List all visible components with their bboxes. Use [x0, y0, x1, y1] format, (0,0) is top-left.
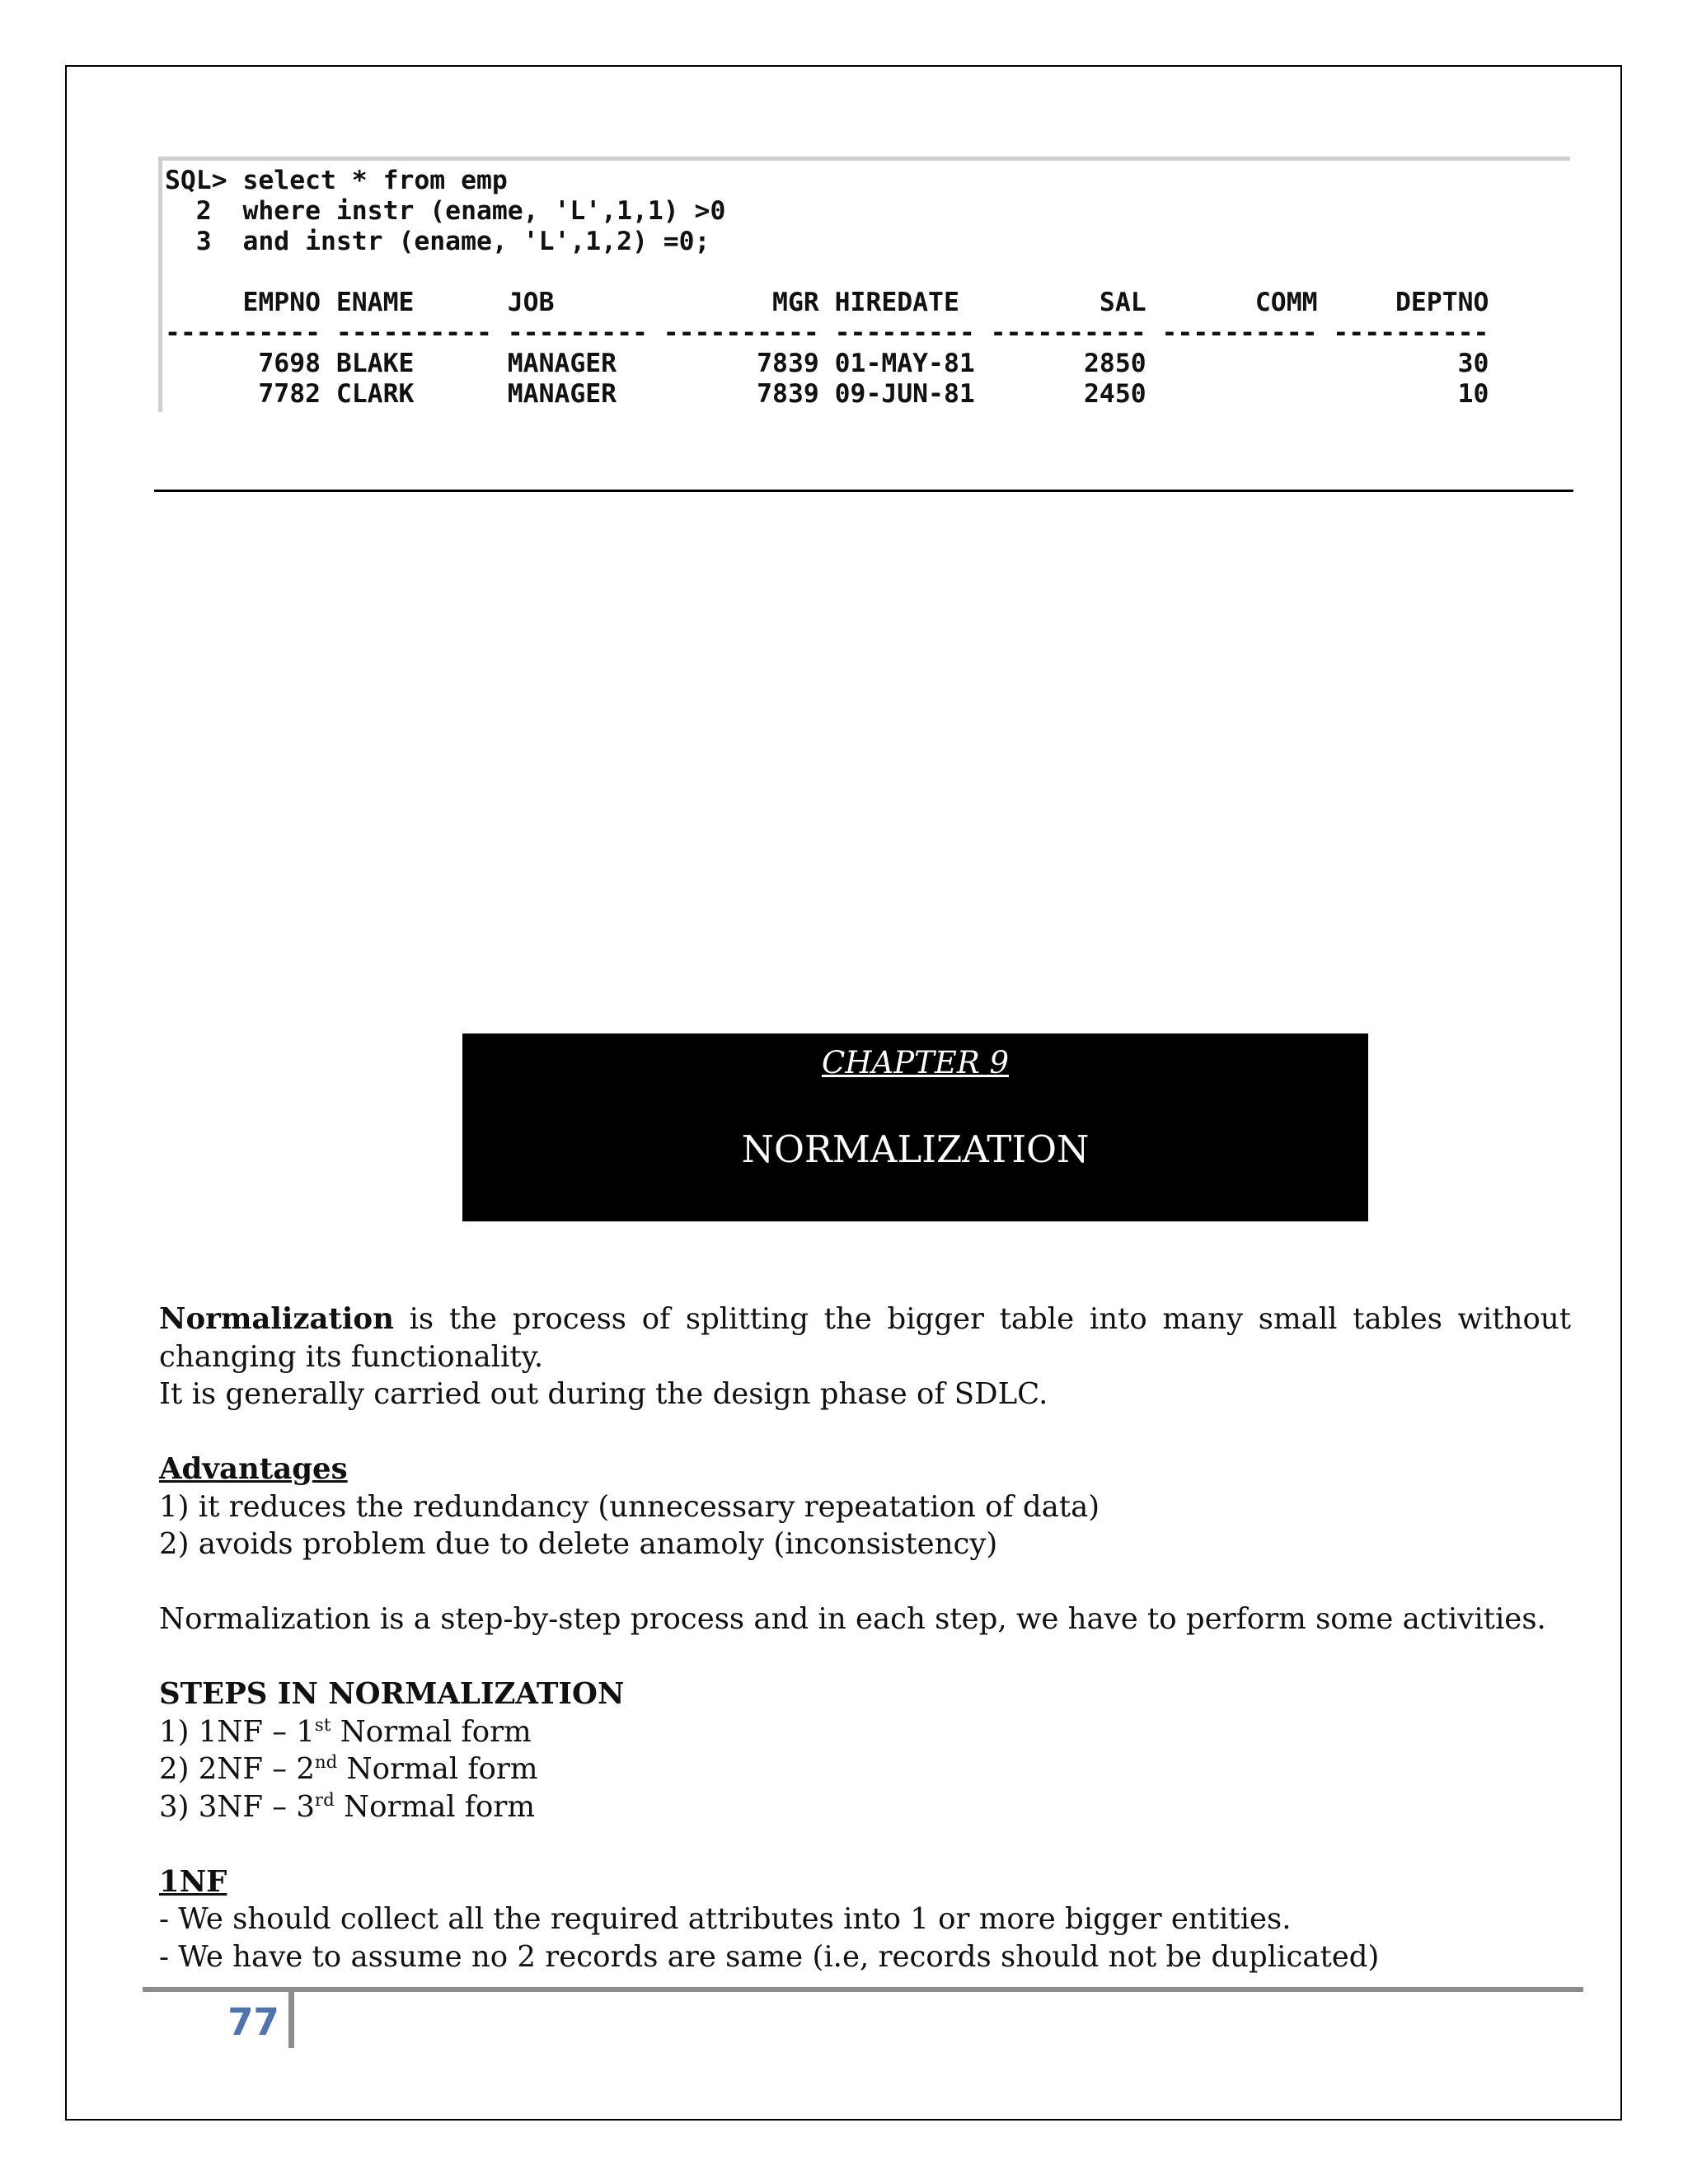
step-ordinal: rd	[314, 1789, 335, 1811]
step-item	[159, 1788, 1571, 1826]
spacer	[159, 1638, 1571, 1676]
sql-header-separator: ---------- ---------- --------- ---------- --------- ---------- ---------- ----------	[165, 318, 1489, 348]
step-ordinal: nd	[314, 1752, 338, 1774]
chapter-banner	[462, 1033, 1368, 1221]
intro-definition: is the process of splitting the bigger table into many small tables without changing its functionality.	[159, 1302, 1571, 1374]
nf1-item: - We should collect all the required attributes into 1 or more bigger entities.	[159, 1902, 1292, 1936]
sql-line-and: 3 and instr (ename, 'L',1,2) =0;	[165, 227, 710, 256]
advantage-item: 1) it reduces the redundancy (unnecessary repeatation of data)	[159, 1489, 1100, 1524]
sql-line-where: 2 where instr (ename, 'L',1,1) >0	[165, 196, 726, 226]
sql-result-row: 7698 BLAKE MANAGER 7839 01-MAY-81 2850 30	[165, 349, 1489, 378]
step-prefix: 3) 3NF – 3	[159, 1789, 315, 1824]
spacer	[159, 1563, 1571, 1601]
spacer	[159, 1825, 1571, 1863]
sql-line-prompt: SQL> select * from emp	[165, 166, 508, 195]
step-suffix: Normal form	[331, 1714, 532, 1749]
sql-line-blank	[165, 257, 1570, 288]
intro-term: Normalization	[159, 1302, 394, 1336]
step-item	[159, 1713, 1571, 1751]
chapter-label: CHAPTER 9	[821, 1045, 1010, 1080]
step-suffix: Normal form	[337, 1752, 538, 1786]
sql-result-row: 7782 CLARK MANAGER 7839 09-JUN-81 2450 10	[165, 379, 1489, 409]
chapter-body	[159, 1301, 1571, 1975]
step-ordinal: st	[314, 1714, 331, 1736]
spacer	[159, 1413, 1571, 1451]
nf1-heading: 1NF	[159, 1864, 227, 1899]
step-prefix: 1) 1NF – 1	[159, 1714, 315, 1749]
intro-paragraph	[159, 1301, 1571, 1376]
steps-heading: STEPS IN NORMALIZATION	[159, 1677, 625, 1711]
step-prefix: 2) 2NF – 2	[159, 1752, 315, 1786]
horizontal-divider	[154, 490, 1573, 492]
nf1-item: - We have to assume no 2 records are same (i.e, records should not be duplicated)	[159, 1939, 1380, 1974]
sql-column-headers: EMPNO ENAME JOB MGR HIREDATE SAL COMM DEPTNO	[165, 288, 1489, 317]
step-suffix: Normal form	[334, 1789, 536, 1824]
footer-rule	[143, 1987, 1583, 1992]
intro-line-2: It is generally carried out during the design phase of SDLC.	[159, 1377, 1048, 1411]
advantages-heading: Advantages	[159, 1452, 348, 1486]
step-item	[159, 1750, 1571, 1788]
process-note: Normalization is a step-by-step process and in each step, we have to perform some activities.	[159, 1602, 1546, 1636]
advantage-item: 2) avoids problem due to delete anamoly (inconsistency)	[159, 1527, 998, 1561]
page-number: 77	[227, 2000, 279, 2044]
sql-output-screenshot	[158, 157, 1570, 412]
chapter-title: NORMALIZATION	[741, 1127, 1090, 1171]
page-number-divider	[288, 1992, 294, 2048]
